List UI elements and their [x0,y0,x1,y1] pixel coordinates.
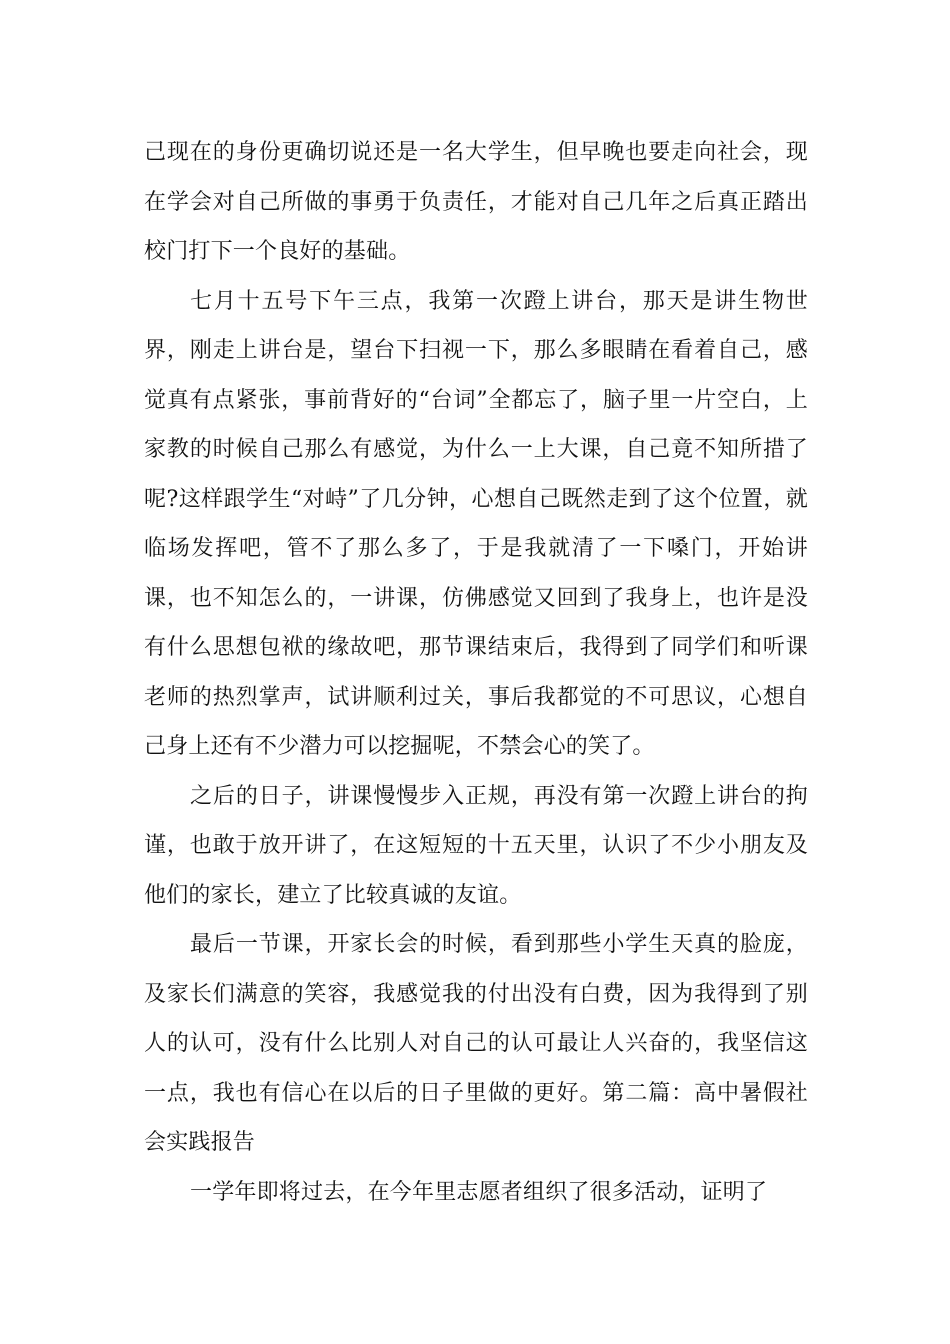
paragraph-1: 己现在的身份更确切说还是一名大学生，但早晚也要走向社会，现在学会对自己所做的事勇于负责任，才能对自己几年之后真正踏出校门打下一个良好的基础。 [144,140,808,264]
document-body [144,128,808,1217]
paragraph-5: 一学年即将过去，在今年里志愿者组织了很多活动，证明了 [190,1179,768,1205]
paragraph-3: 之后的日子，讲课慢慢步入正规，再没有第一次蹬上讲台的拘谨，也敢于放开讲了，在这短短的十五天里，认识了不少小朋友及他们的家长，建立了比较真诚的友谊。 [144,783,808,908]
paragraph-4: 最后一节课，开家长会的时候，看到那些小学生天真的脸庞，及家长们满意的笑容，我感觉我的付出没有白费，因为我得到了别人的认可，没有什么比别人对自己的认可最让人兴奋的，我坚信这一点，我也有信心在以后的日子里做的更好。第二篇：高中暑假社会实践报告 [144,932,808,1155]
paragraph-2: 七月十五号下午三点，我第一次蹬上讲台，那天是讲生物世界，刚走上讲台是，望台下扫视一下，那么多眼睛在看着自己，感觉真有点紧张，事前背好的“台词”全都忘了，脑子里一片空白，上家教的时候自己那么有感觉，为什么一上大课，自己竟不知所措了呢?这样跟学生“对峙”了几分钟，心想自己既然走到了这个位置，就临场发挥吧，管不了那么多了，于是我就清了一下嗓门，开始讲课，也不知怎么的，一讲课，仿佛感觉又回到了我身上，也许是没有什么思想包袱的缘故吧，那节课结束后，我得到了同学们和听课老师的热烈掌声，试讲顺利过关，事后我都觉的不可思议，心想自己身上还有不少潜力可以挖掘呢，不禁会心的笑了。 [144,288,808,759]
